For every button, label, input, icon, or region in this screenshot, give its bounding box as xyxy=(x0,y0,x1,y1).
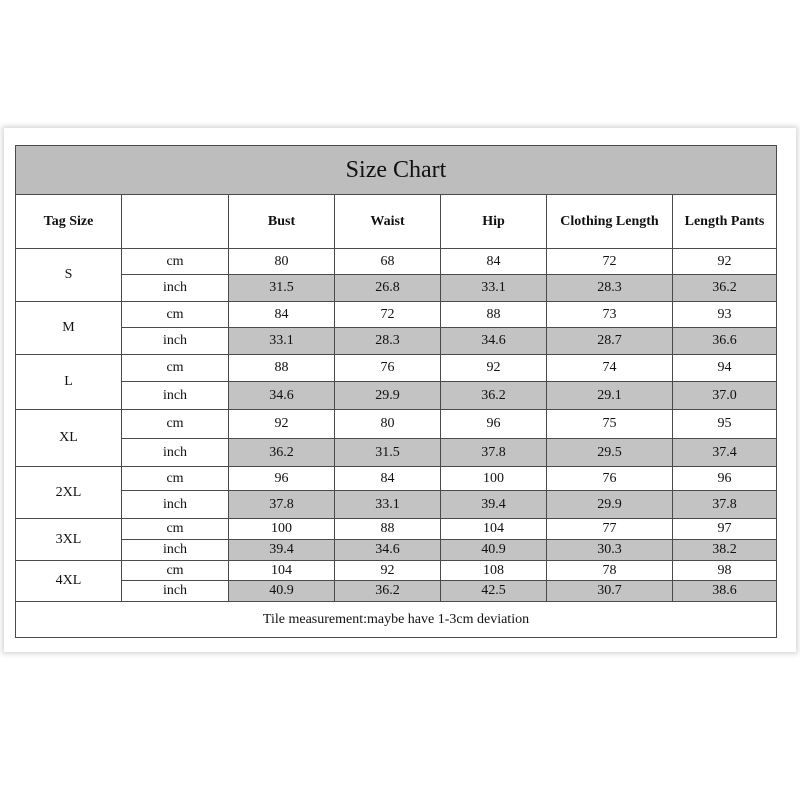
value-waist: 26.8 xyxy=(335,275,441,302)
size-row-inch xyxy=(16,328,777,355)
value-hip: 100 xyxy=(441,467,547,491)
unit-label: inch xyxy=(122,275,229,302)
value-length-pants: 37.0 xyxy=(673,382,777,410)
value-waist: 31.5 xyxy=(335,439,441,467)
size-row-inch xyxy=(16,581,777,602)
value-hip: 108 xyxy=(441,561,547,581)
value-hip: 88 xyxy=(441,302,547,328)
unit-label: cm xyxy=(122,355,229,382)
size-label: S xyxy=(16,249,122,302)
unit-label: inch xyxy=(122,540,229,561)
value-waist: 92 xyxy=(335,561,441,581)
value-length-pants: 92 xyxy=(673,249,777,275)
value-clothing-length: 74 xyxy=(547,355,673,382)
size-row-cm xyxy=(16,561,777,581)
size-row-inch xyxy=(16,439,777,467)
value-clothing-length: 30.7 xyxy=(547,581,673,602)
value-clothing-length: 28.3 xyxy=(547,275,673,302)
size-label: M xyxy=(16,302,122,355)
value-bust: 31.5 xyxy=(229,275,335,302)
value-hip: 34.6 xyxy=(441,328,547,355)
unit-label: inch xyxy=(122,491,229,519)
value-length-pants: 37.4 xyxy=(673,439,777,467)
value-waist: 88 xyxy=(335,519,441,540)
value-bust: 96 xyxy=(229,467,335,491)
size-row-cm xyxy=(16,410,777,439)
value-waist: 76 xyxy=(335,355,441,382)
size-label: 4XL xyxy=(16,561,122,602)
unit-label: cm xyxy=(122,467,229,491)
value-clothing-length: 73 xyxy=(547,302,673,328)
value-waist: 68 xyxy=(335,249,441,275)
value-bust: 104 xyxy=(229,561,335,581)
value-bust: 36.2 xyxy=(229,439,335,467)
value-bust: 88 xyxy=(229,355,335,382)
value-clothing-length: 75 xyxy=(547,410,673,439)
measurement-note: Tile measurement:maybe have 1-3cm deviation xyxy=(16,602,777,638)
value-length-pants: 36.6 xyxy=(673,328,777,355)
unit-label: cm xyxy=(122,410,229,439)
value-length-pants: 38.6 xyxy=(673,581,777,602)
value-bust: 100 xyxy=(229,519,335,540)
size-row-cm xyxy=(16,249,777,275)
value-clothing-length: 72 xyxy=(547,249,673,275)
note-row xyxy=(16,602,777,638)
size-row-inch xyxy=(16,275,777,302)
value-waist: 80 xyxy=(335,410,441,439)
value-hip: 84 xyxy=(441,249,547,275)
value-waist: 72 xyxy=(335,302,441,328)
value-bust: 34.6 xyxy=(229,382,335,410)
header-hip: Hip xyxy=(441,195,547,249)
value-clothing-length: 76 xyxy=(547,467,673,491)
value-clothing-length: 77 xyxy=(547,519,673,540)
value-clothing-length: 29.1 xyxy=(547,382,673,410)
value-length-pants: 38.2 xyxy=(673,540,777,561)
value-clothing-length: 30.3 xyxy=(547,540,673,561)
value-length-pants: 37.8 xyxy=(673,491,777,519)
value-hip: 96 xyxy=(441,410,547,439)
title-row xyxy=(16,146,777,195)
value-bust: 40.9 xyxy=(229,581,335,602)
value-bust: 92 xyxy=(229,410,335,439)
value-waist: 84 xyxy=(335,467,441,491)
value-length-pants: 96 xyxy=(673,467,777,491)
size-row-cm xyxy=(16,302,777,328)
header-tag-size: Tag Size xyxy=(16,195,122,249)
value-length-pants: 97 xyxy=(673,519,777,540)
value-length-pants: 94 xyxy=(673,355,777,382)
value-length-pants: 93 xyxy=(673,302,777,328)
unit-label: inch xyxy=(122,382,229,410)
value-clothing-length: 78 xyxy=(547,561,673,581)
value-hip: 42.5 xyxy=(441,581,547,602)
value-hip: 104 xyxy=(441,519,547,540)
value-clothing-length: 29.9 xyxy=(547,491,673,519)
unit-label: inch xyxy=(122,439,229,467)
size-row-cm xyxy=(16,467,777,491)
unit-label: cm xyxy=(122,519,229,540)
value-waist: 34.6 xyxy=(335,540,441,561)
unit-label: cm xyxy=(122,302,229,328)
header-row xyxy=(16,195,777,249)
unit-label: inch xyxy=(122,328,229,355)
unit-label: inch xyxy=(122,581,229,602)
header-unit xyxy=(122,195,229,249)
value-hip: 92 xyxy=(441,355,547,382)
value-bust: 84 xyxy=(229,302,335,328)
unit-label: cm xyxy=(122,561,229,581)
value-bust: 37.8 xyxy=(229,491,335,519)
value-hip: 33.1 xyxy=(441,275,547,302)
size-chart-table xyxy=(15,145,777,638)
value-waist: 29.9 xyxy=(335,382,441,410)
value-length-pants: 98 xyxy=(673,561,777,581)
value-hip: 39.4 xyxy=(441,491,547,519)
size-label: L xyxy=(16,355,122,410)
size-row-inch xyxy=(16,491,777,519)
size-label: 2XL xyxy=(16,467,122,519)
header-clothing-length: Clothing Length xyxy=(547,195,673,249)
value-clothing-length: 29.5 xyxy=(547,439,673,467)
value-length-pants: 95 xyxy=(673,410,777,439)
size-row-inch xyxy=(16,382,777,410)
value-waist: 28.3 xyxy=(335,328,441,355)
value-waist: 33.1 xyxy=(335,491,441,519)
value-hip: 40.9 xyxy=(441,540,547,561)
value-bust: 39.4 xyxy=(229,540,335,561)
value-waist: 36.2 xyxy=(335,581,441,602)
value-bust: 80 xyxy=(229,249,335,275)
value-clothing-length: 28.7 xyxy=(547,328,673,355)
header-bust: Bust xyxy=(229,195,335,249)
header-length-pants: Length Pants xyxy=(673,195,777,249)
value-hip: 36.2 xyxy=(441,382,547,410)
size-row-inch xyxy=(16,540,777,561)
chart-title: Size Chart xyxy=(16,146,777,195)
value-hip: 37.8 xyxy=(441,439,547,467)
size-label: XL xyxy=(16,410,122,467)
size-row-cm xyxy=(16,355,777,382)
size-label: 3XL xyxy=(16,519,122,561)
unit-label: cm xyxy=(122,249,229,275)
size-row-cm xyxy=(16,519,777,540)
value-length-pants: 36.2 xyxy=(673,275,777,302)
header-waist: Waist xyxy=(335,195,441,249)
value-bust: 33.1 xyxy=(229,328,335,355)
